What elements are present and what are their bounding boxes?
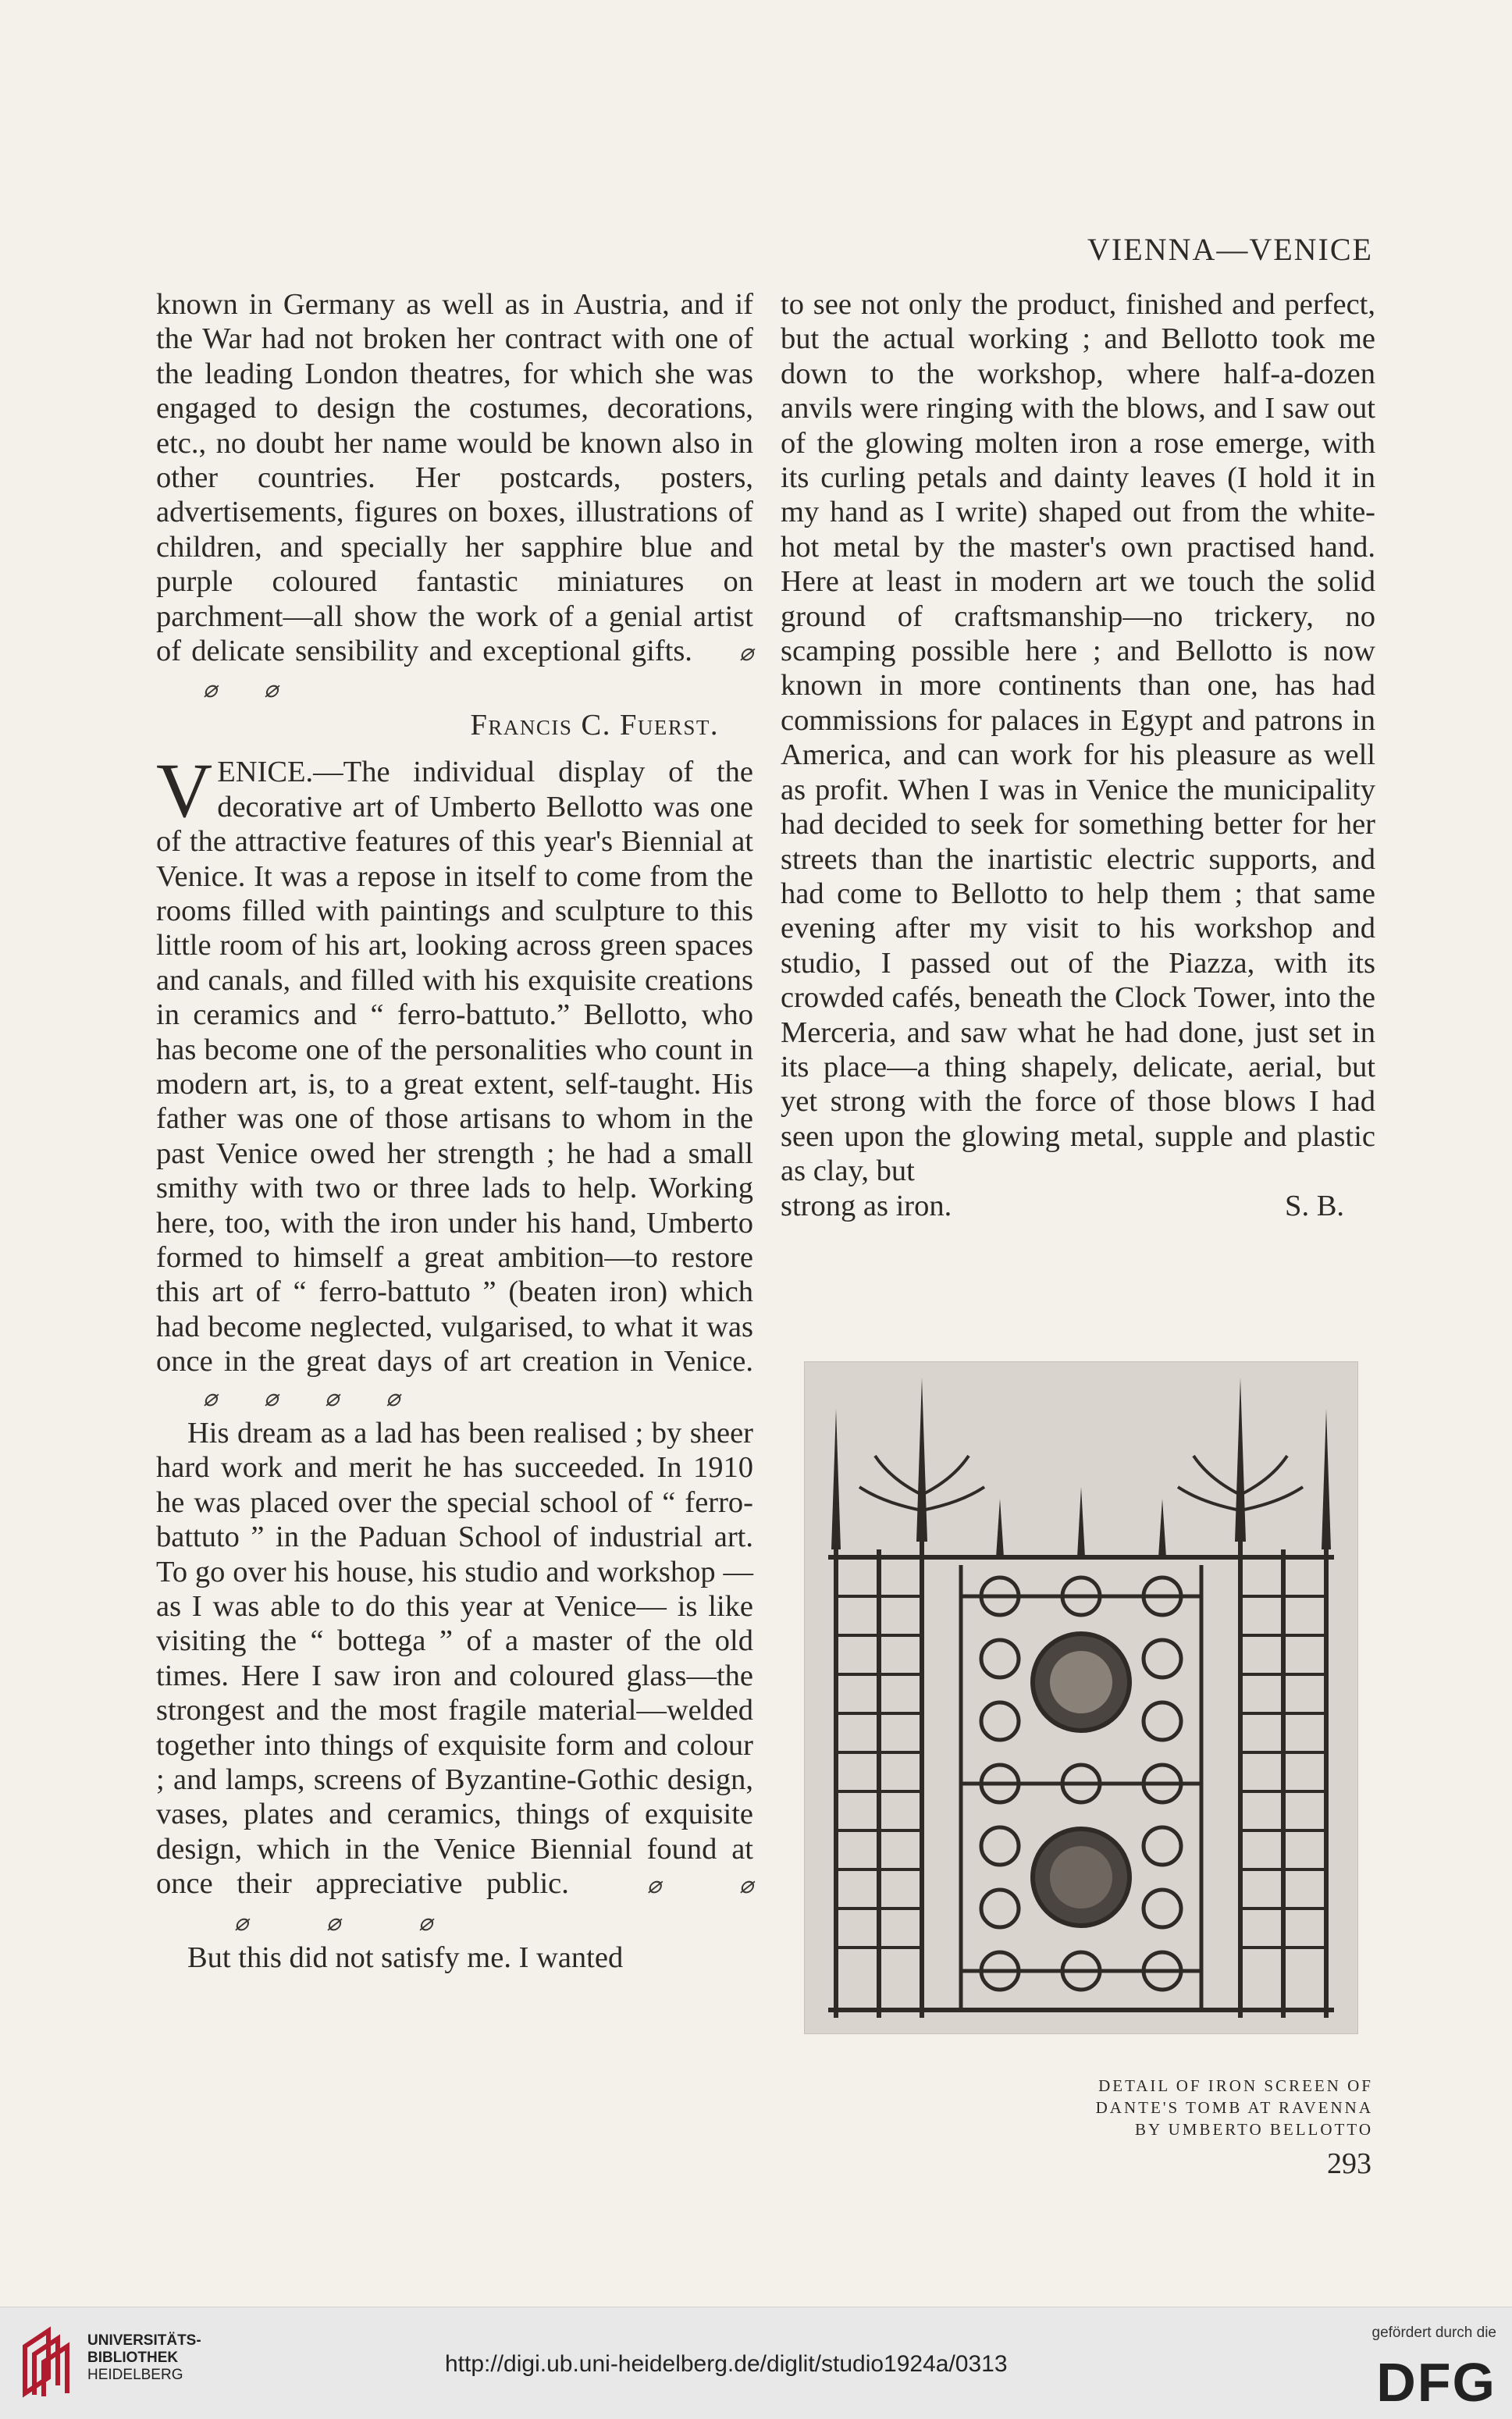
drop-cap: V — [156, 747, 213, 834]
library-name: UNIVERSITÄTS- BIBLIOTHEK HEIDELBERG — [87, 2332, 201, 2383]
left-column — [156, 287, 753, 1976]
paragraph-fuerst-end: known in Germany as well as in Austria, and if the War had not broken her contract with one of the leading London theatres, for which she was engaged to design the costumes, decorations, etc., no doubt her name would be known also in other countries. Her postcards, posters, advertisements, figures on boxes, illustrations of children, and specially her sapphire blue and purple coloured fantastic miniatures on parchment—all show the work of a genial artist of delicate sensibility and exceptional gifts. ⌀⌀ ⌀ — [156, 288, 753, 703]
iron-screen-illustration — [805, 1362, 1357, 2033]
author-initials: S. B. — [1285, 1189, 1344, 1222]
signature-fuerst: Francis C. Fuerst. — [470, 708, 719, 742]
footer-bar — [0, 2307, 1512, 2419]
closing-text: strong as iron. — [781, 1189, 952, 1222]
dfg-logo: DFG — [1376, 2352, 1496, 2413]
paragraph-not-satisfied: But this did not satisfy me. I wanted — [187, 1941, 624, 1975]
funded-by-label: gefördert durch die — [1371, 2325, 1496, 2341]
source-url-link[interactable]: http://digi.ub.uni-heidelberg.de/diglit/studio1924a/0313 — [445, 2351, 1008, 2377]
closing-line — [781, 1189, 1375, 1223]
library-logo-icon — [17, 2323, 83, 2401]
paragraph-dream: His dream as a lad has been realised ; by sheer hard work and merit he has succeeded. In 1910 he was placed over the special school of “ ferro-battuto ” in the Paduan School of industrial art. To go over his house, his studio and workshop —as I was able to do this year at Venice— is like visiting the “ bottega ” of a master of the old times. Here I saw iron and coloured glass—the strongest and the most fragile material—welded together into things of exquisite form and colour ; and lamps, screens of Byzantine-Gothic design, vases, plates and ceramics, things of exquisite design, which in the Venice Biennial found at once their appreciative public. ⌀ ⌀⌀ ⌀ ⌀ — [156, 1417, 753, 1936]
page-number: 293 — [1327, 2147, 1371, 2180]
iron-screen-photo — [804, 1361, 1358, 2034]
running-head: VIENNA—VENICE — [1087, 232, 1373, 267]
figure-caption: DETAIL OF IRON SCREEN OF DANTE'S TOMB AT RAVENNA BY UMBERTO BELLOTTO — [1095, 2076, 1373, 2139]
paragraph-workshop: to see not only the product, finished and perfect, but the actual working ; and Bellotto took me down to the workshop, where half-a-dozen anvils were ringing with the blows, and I saw out of the glowing molten iron a rose emerge, with its curling petals and dainty leaves (I hold it in my hand as I write) shaped out from the white-hot metal by the master's own practised hand. Here at least in modern art we touch the solid ground of craftsmanship—no trickery, no scamping possible here ; and Bellotto is now known in more continents than one, has had commissions for palaces in Egypt and patrons in America, and can work for his pleasure as well as profit. When I was in Venice the municipality had decided to seek for something better for her streets than the inartistic electric supports, and had come to Bellotto to help them ; that same evening after my visit to his workshop and studio, I passed out of the Piazza, with its crowded cafés, beneath the Clock Tower, into the Merceria, and saw what he had done, just set in its place—a thing shapely, delicate, aerial, but yet strong with the force of those blows I had seen upon the glowing metal, supple and plastic as clay, but — [781, 288, 1375, 1188]
paragraph-venice-intro: VENICE.—The individual display of the decorative art of Umberto Bellotto was one of the attractive features of this year's Biennial at Venice. It was a repose in itself to come from the rooms filled with paintings and sculpture to this little room of his art, looking across green spaces and canals, and filled with his exquisite creations in ceramics and “ ferro-battuto.” Bellotto, who has become one of the personalities who count in modern art, is, to a great extent, self-taught. His father was one of those artisans to whom in the past Venice owed her strength ; he had a small smithy with two or three lads to help. Working here, too, with the iron under his hand, Umberto formed to himself a great ambition—to restore this art of “ ferro-battuto ” (beaten iron) which had become neglected, vulgarised, to what it was once in the great days of art creation in Venice.⌀ ⌀ ⌀ ⌀ — [156, 747, 753, 1411]
right-column — [781, 287, 1375, 1223]
